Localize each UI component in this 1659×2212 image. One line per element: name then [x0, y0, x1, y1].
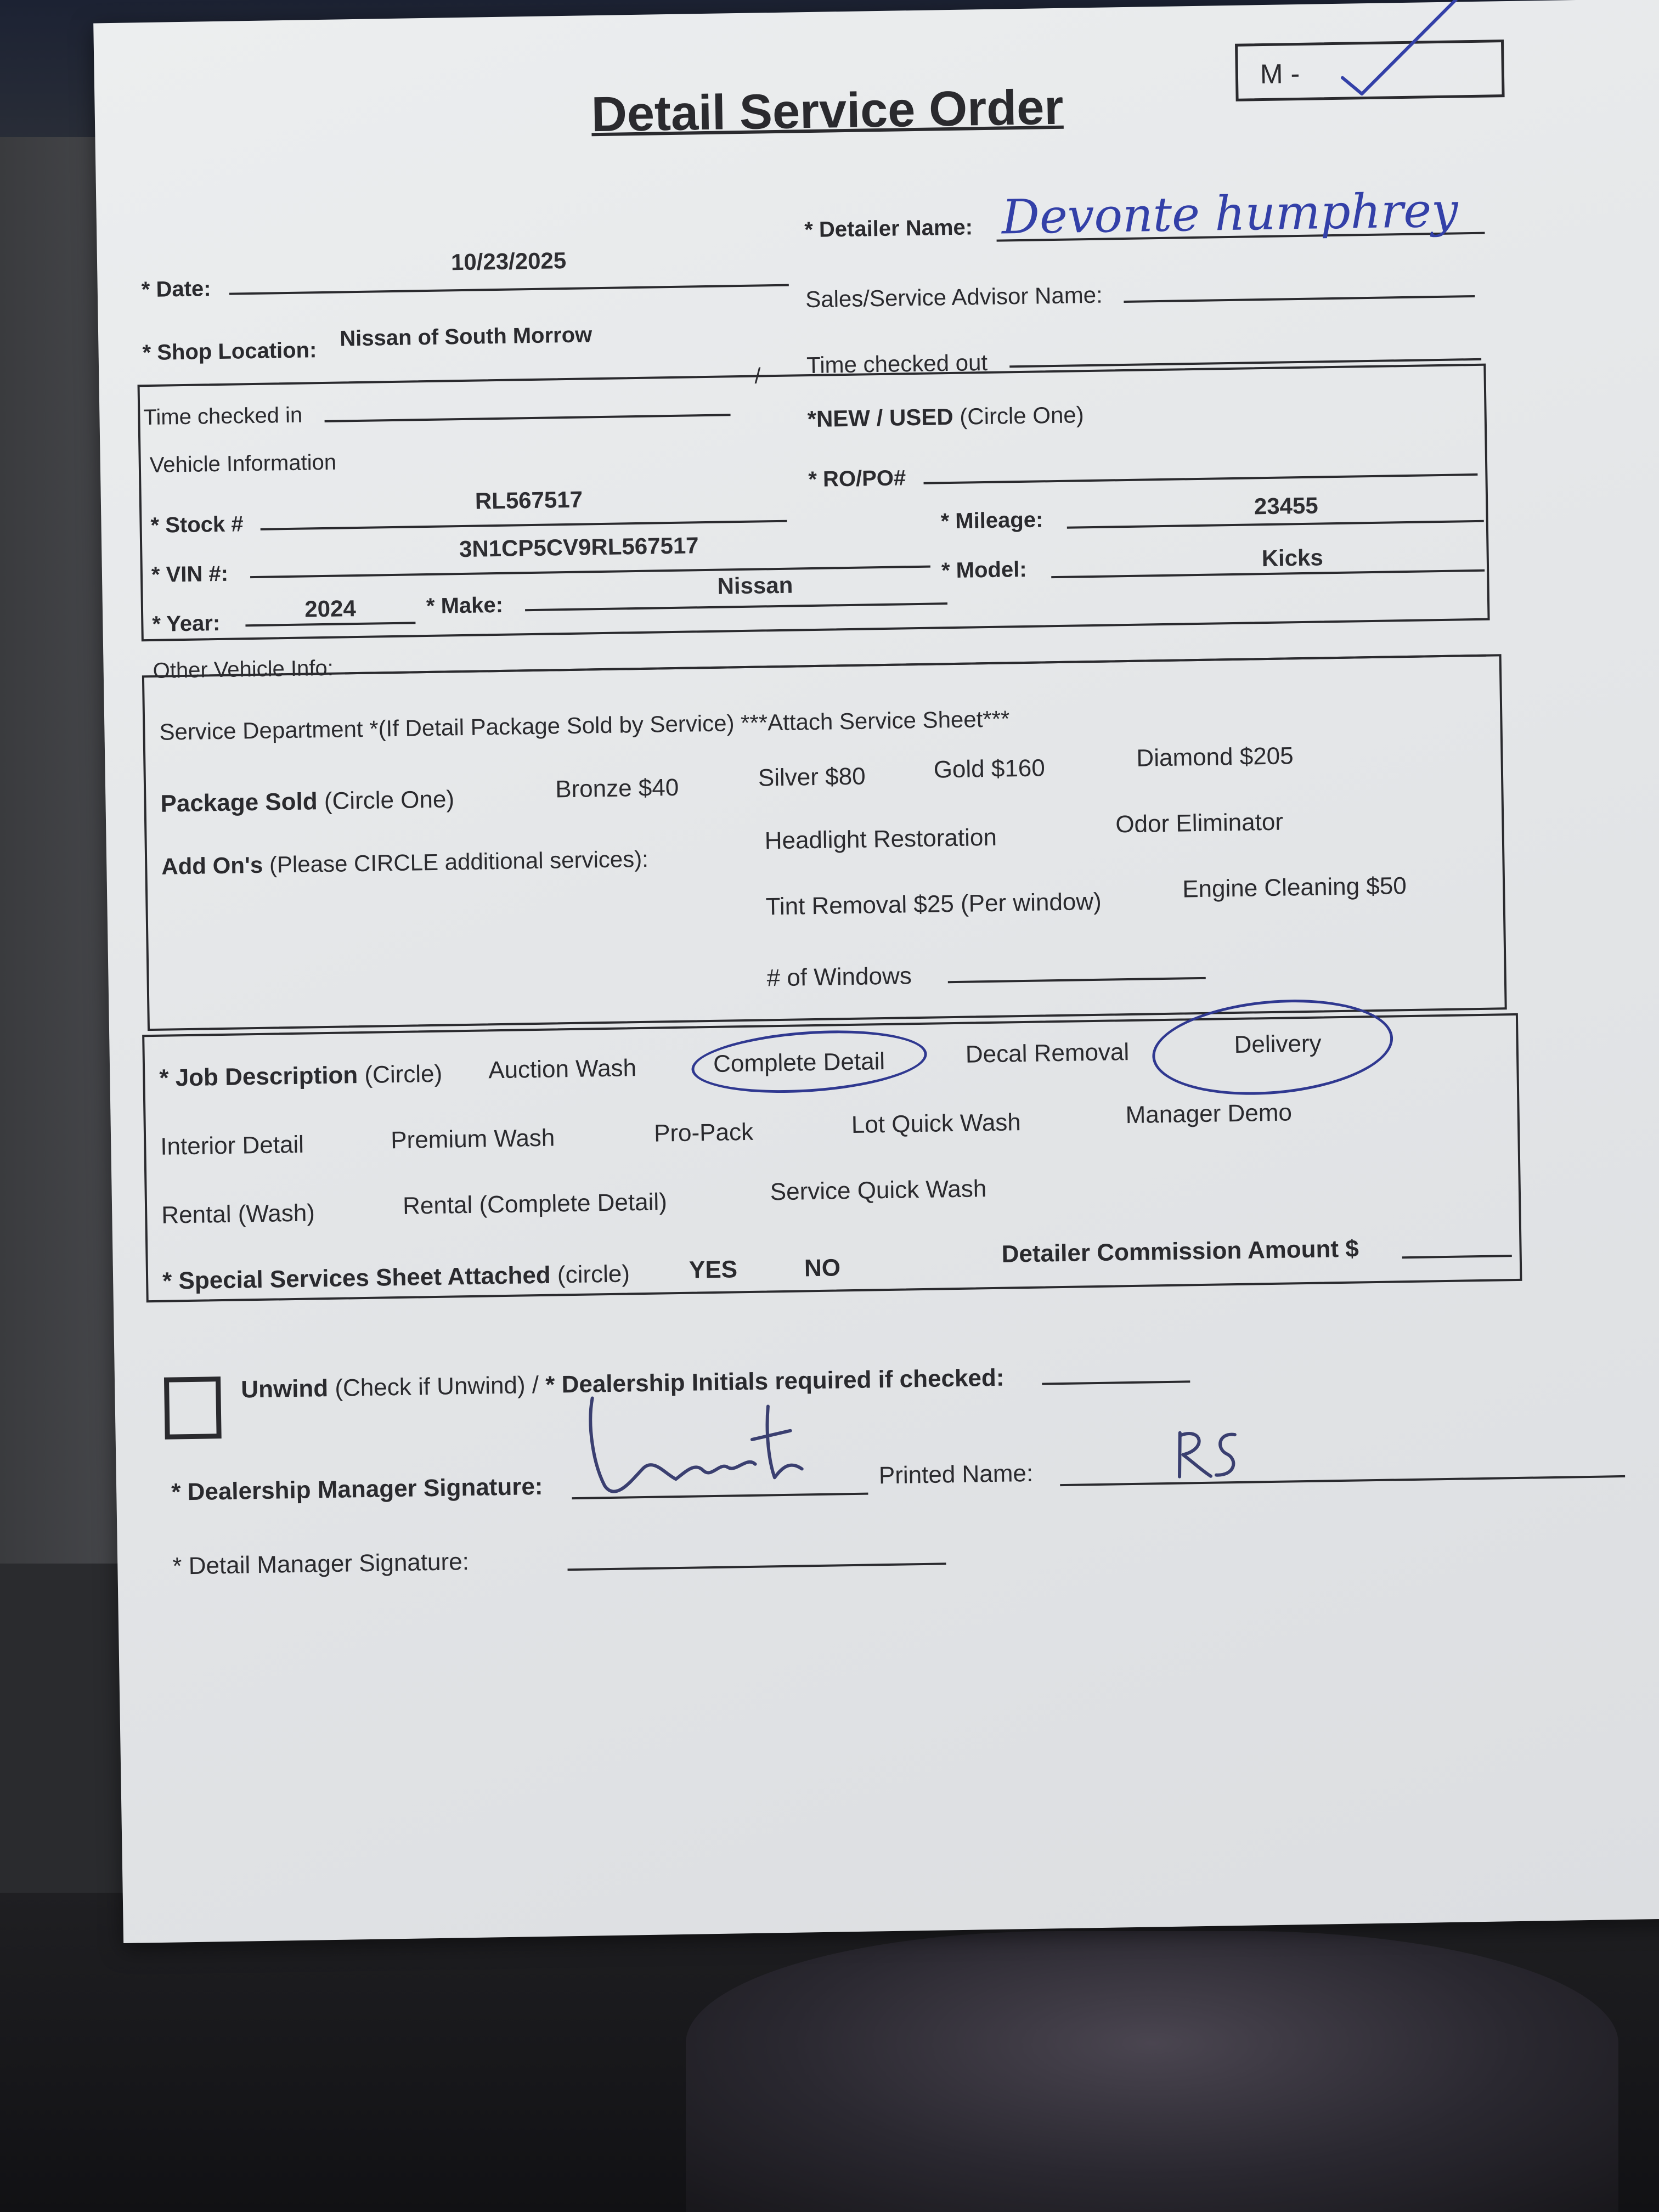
vehicle-info-heading: Vehicle Information	[149, 450, 337, 477]
printed-name-initials	[1169, 1415, 1246, 1488]
new-used-hint: (Circle One)	[959, 402, 1085, 430]
commission-label: Detailer Commission Amount $	[1001, 1235, 1359, 1268]
job-decal-removal[interactable]: Decal Removal	[965, 1039, 1130, 1068]
dealership-manager-signature	[570, 1373, 836, 1503]
time-slash: /	[754, 364, 761, 388]
job-interior-detail[interactable]: Interior Detail	[160, 1131, 304, 1160]
job-delivery[interactable]: Delivery	[1234, 1030, 1322, 1059]
make-label: * Make:	[426, 592, 504, 619]
m-box-label: M -	[1260, 58, 1300, 90]
shop-location-label: * Shop Location:	[142, 338, 317, 365]
addon-headlight-restoration[interactable]: Headlight Restoration	[764, 823, 997, 855]
check-mark-icon	[1330, 0, 1475, 105]
dealership-initials-label: * Dealership Initials required if checked:	[545, 1364, 1005, 1398]
package-diamond[interactable]: Diamond $205	[1136, 742, 1294, 772]
job-lot-quick-wash[interactable]: Lot Quick Wash	[851, 1109, 1022, 1139]
stock-label: * Stock #	[150, 512, 244, 538]
page-title: Detail Service Order	[591, 80, 1064, 143]
special-services-hint: (circle)	[557, 1260, 630, 1289]
job-pro-pack[interactable]: Pro-Pack	[653, 1118, 754, 1147]
package-sold-hint: (Circle One)	[324, 786, 455, 815]
package-bronze[interactable]: Bronze $40	[555, 774, 679, 803]
special-services-label: * Special Services Sheet Attached	[162, 1261, 551, 1295]
job-description-field	[159, 1060, 443, 1092]
package-sold-label: Package Sold	[160, 788, 318, 817]
time-out-label: Time checked out	[806, 349, 988, 379]
unwind-checkbox[interactable]	[164, 1376, 222, 1440]
detailer-name-label: * Detailer Name:	[804, 215, 973, 242]
package-silver[interactable]: Silver $80	[758, 763, 866, 792]
add-ons-label: Add On's	[161, 851, 263, 879]
unwind-label: Unwind	[240, 1375, 329, 1403]
model-value: Kicks	[1261, 544, 1324, 572]
job-auction-wash[interactable]: Auction Wash	[488, 1054, 637, 1084]
make-value: Nissan	[717, 572, 793, 599]
date-value: 10/23/2025	[450, 247, 567, 275]
background-fabric	[686, 1931, 1618, 2212]
new-used-field	[807, 402, 1084, 432]
model-label: * Model:	[941, 557, 1027, 583]
job-description-hint: (Circle)	[364, 1060, 443, 1088]
advisor-name-line	[1124, 295, 1475, 303]
detail-manager-signature-label: * Detail Manager Signature:	[172, 1548, 470, 1580]
job-rental-wash[interactable]: Rental (Wash)	[161, 1199, 315, 1229]
year-label: * Year:	[152, 611, 221, 636]
dealership-manager-signature-label: * Dealership Manager Signature:	[171, 1472, 543, 1506]
stock-value: RL567517	[475, 486, 583, 514]
vin-label: * VIN #:	[151, 561, 229, 587]
job-description-label: * Job Description	[159, 1062, 358, 1092]
unwind-hint: (Check if Unwind) /	[335, 1372, 539, 1402]
addon-tint-removal[interactable]: Tint Removal $25 (Per window)	[765, 888, 1102, 921]
job-complete-detail[interactable]: Complete Detail	[713, 1048, 885, 1077]
other-vehicle-info-label: Other Vehicle Info:	[153, 656, 334, 683]
add-ons-hint: (Please CIRCLE additional services):	[269, 845, 649, 878]
new-used-label: *NEW / USED	[807, 403, 954, 432]
job-manager-demo[interactable]: Manager Demo	[1125, 1099, 1293, 1129]
time-in-label: Time checked in	[143, 403, 303, 430]
date-line	[229, 284, 789, 295]
detailer-name-value: Devonte humphrey	[1001, 183, 1459, 245]
mileage-value: 23455	[1254, 492, 1319, 520]
special-services-no[interactable]: NO	[804, 1254, 841, 1282]
ro-po-label: * RO/PO#	[808, 466, 906, 492]
job-premium-wash[interactable]: Premium Wash	[390, 1124, 555, 1154]
job-rental-complete-detail[interactable]: Rental (Complete Detail)	[402, 1188, 668, 1220]
m-box	[1235, 40, 1505, 101]
job-service-quick-wash[interactable]: Service Quick Wash	[770, 1175, 987, 1206]
dealership-initials-line	[1042, 1380, 1190, 1385]
package-gold[interactable]: Gold $160	[933, 754, 1046, 783]
mileage-label: * Mileage:	[940, 507, 1043, 534]
service-heading: Service Department *(If Detail Package Sold by Service) ***Attach Service Sheet***	[159, 706, 1010, 745]
shop-location-value: Nissan of South Morrow	[339, 323, 592, 351]
printed-name-line	[1060, 1475, 1625, 1486]
package-sold-field	[160, 786, 454, 817]
vin-value: 3N1CP5CV9RL567517	[459, 532, 699, 562]
service-order-sheet	[93, 0, 1659, 1943]
windows-count-label: # of Windows	[766, 962, 912, 992]
advisor-name-label: Sales/Service Advisor Name:	[805, 281, 1103, 313]
addon-engine-cleaning[interactable]: Engine Cleaning $50	[1182, 872, 1407, 903]
special-services-yes[interactable]: YES	[689, 1256, 738, 1284]
year-value: 2024	[304, 595, 357, 622]
addon-odor-eliminator[interactable]: Odor Eliminator	[1115, 808, 1284, 838]
date-label: * Date:	[141, 276, 211, 302]
printed-name-label: Printed Name:	[878, 1459, 1034, 1489]
detail-manager-signature-line	[568, 1562, 946, 1571]
